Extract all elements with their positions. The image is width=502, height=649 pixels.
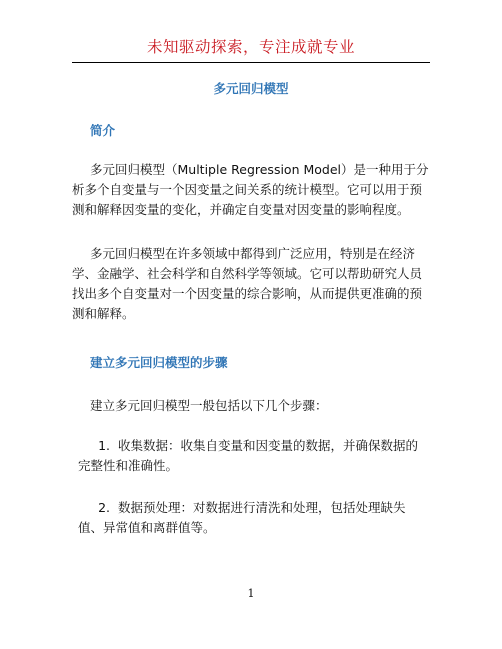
list-item-text: 数据预处理：对数据进行清洗和处理，包括处理缺失值、异常值和离群值等。	[78, 500, 406, 535]
list-item	[78, 498, 430, 538]
section-heading-steps: 建立多元回归模型的步骤	[90, 355, 228, 370]
list-item-number: 2.	[98, 500, 110, 515]
intro-paragraph-2: 多元回归模型在许多领域中都得到广泛应用，特别是在经济学、金融学、社会科学和自然科学等领域。它可以帮助研究人员找出多个自变量对一个因变量的综合影响，从而提供更准确的预测和解释。	[72, 246, 423, 321]
page-number: 1	[247, 587, 255, 600]
list-item	[78, 436, 430, 476]
steps-intro-paragraph: 建立多元回归模型一般包括以下几个步骤：	[90, 398, 328, 413]
intro-paragraph-1: 多元回归模型（Multiple Regression Model）是一种用于分析多个自变量与一个因变量之间关系的统计模型。它可以用于预测和解释因变量的变化，并确定自变量对因变量的影响程度。	[72, 162, 429, 217]
header-divider	[72, 62, 430, 63]
section-heading-intro: 简介	[90, 123, 116, 138]
header-banner: 未知驱动探索，专注成就专业	[146, 38, 355, 56]
list-item-number: 1.	[98, 438, 110, 453]
list-item-text: 收集数据：收集自变量和因变量的数据，并确保数据的完整性和准确性。	[78, 438, 419, 473]
document-title: 多元回归模型	[213, 81, 289, 96]
